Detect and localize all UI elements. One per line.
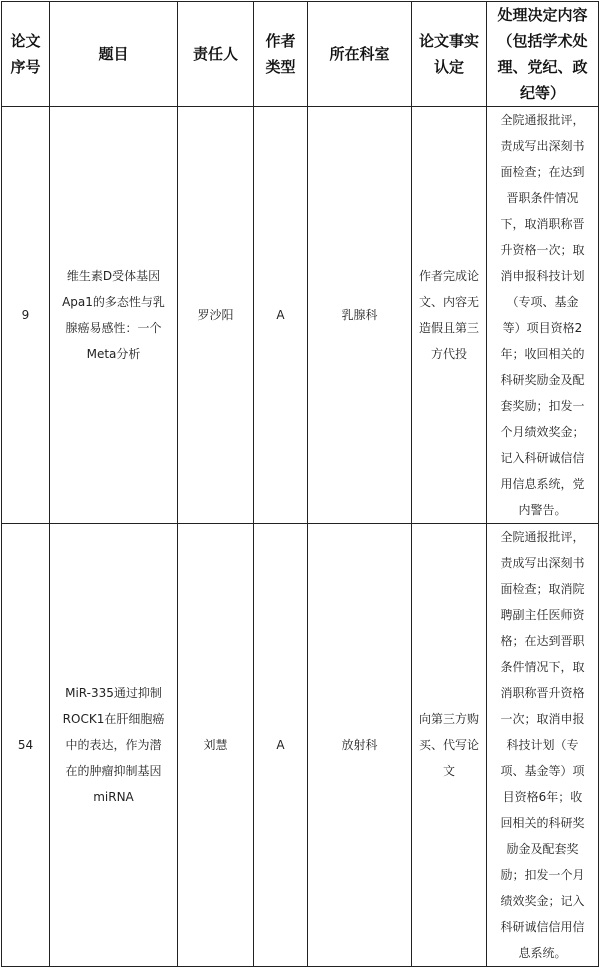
responsible-person: 刘慧 <box>178 524 254 967</box>
header-author-type: 作者类型 <box>254 2 308 107</box>
paper-no: 9 <box>2 107 50 524</box>
department: 放射科 <box>308 524 412 967</box>
header-title: 题目 <box>50 2 178 107</box>
header-finding: 论文事实认定 <box>412 2 487 107</box>
author-type: A <box>254 107 308 524</box>
header-paper-no: 论文序号 <box>2 2 50 107</box>
finding: 向第三方购买、代写论文 <box>412 524 487 967</box>
header-row <box>2 2 599 107</box>
paper-title: MiR-335通过抑制ROCK1在肝细胞癌中的表达，作为潜在的肿瘤抑制基因miRNA <box>50 524 178 967</box>
paper-no: 54 <box>2 524 50 967</box>
finding: 作者完成论文、内容无造假且第三方代投 <box>412 107 487 524</box>
responsible-person: 罗沙阳 <box>178 107 254 524</box>
table-row <box>2 107 599 524</box>
author-type: A <box>254 524 308 967</box>
header-person: 责任人 <box>178 2 254 107</box>
table-row <box>2 524 599 967</box>
decision: 全院通报批评，责成写出深刻书面检查；在达到晋职条件情况下，取消职称晋升资格一次；取消申报科技计划（专项、基金等）项目资格2年；收回相关的科研奖励金及配套奖励；扣发一个月绩效奖金；记入科研诚信信用信息系统，党内警告。 <box>487 107 599 524</box>
paper-title: 维生素D受体基因Apa1的多态性与乳腺癌易感性：一个Meta分析 <box>50 107 178 524</box>
department: 乳腺科 <box>308 107 412 524</box>
decision: 全院通报批评，责成写出深刻书面检查；取消院聘副主任医师资格；在达到晋职条件情况下，取消职称晋升资格一次；取消申报科技计划（专项、基金等）项目资格6年；收回相关的科研奖励金及配套奖励；扣发一个月绩效奖金；记入科研诚信信用信息系统。 <box>487 524 599 967</box>
header-department: 所在科室 <box>308 2 412 107</box>
discipline-table <box>1 1 599 967</box>
header-decision: 处理决定内容（包括学术处理、党纪、政纪等） <box>487 2 599 107</box>
